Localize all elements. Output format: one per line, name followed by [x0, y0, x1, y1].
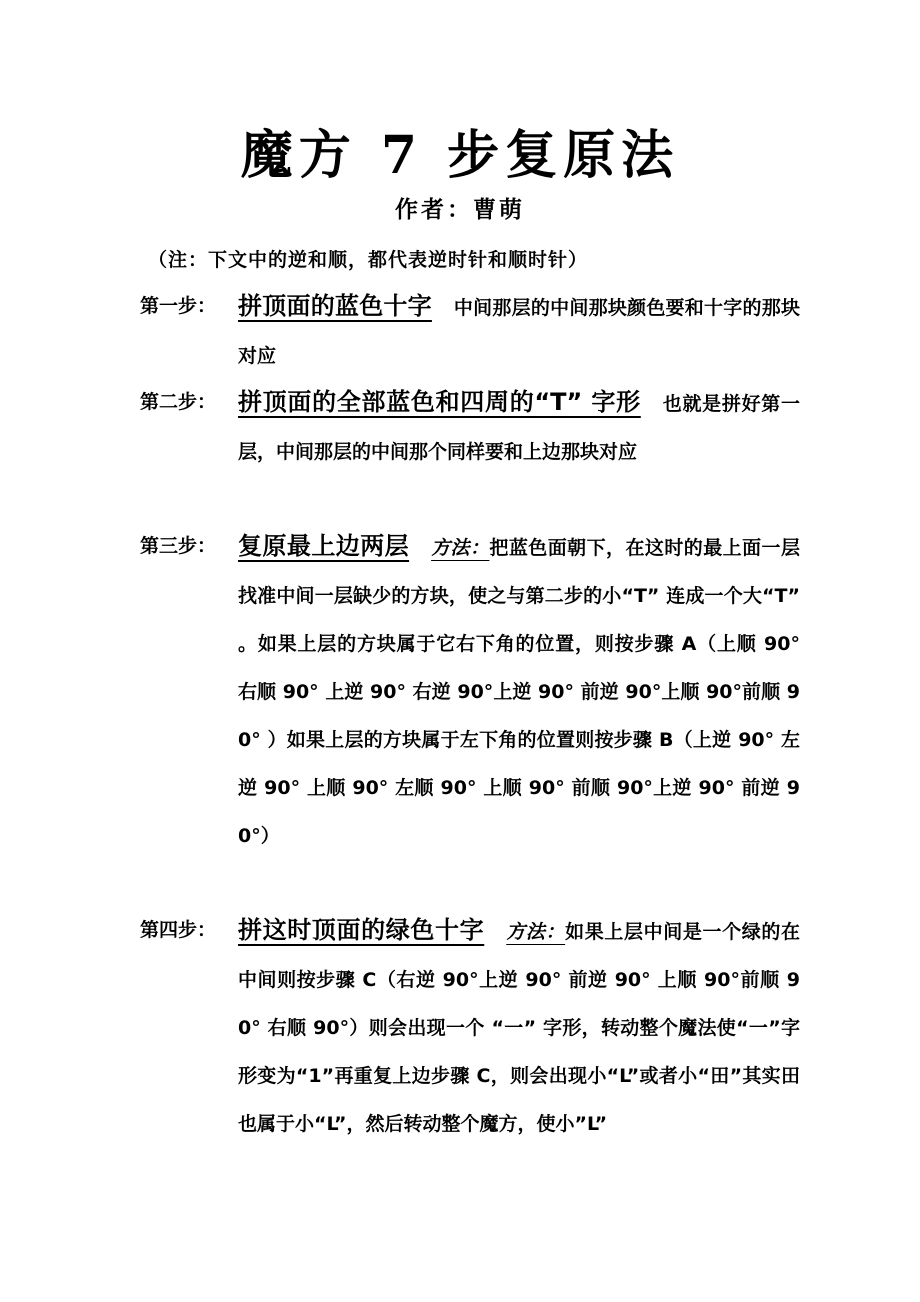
- step-content: [238, 906, 800, 1148]
- step-label: 第四步：: [140, 919, 217, 941]
- step-method-label: 方法：: [506, 921, 566, 943]
- step-text: 也就是拼好第一层，中间那层的中间那个同样要和上边那块对应: [238, 393, 800, 463]
- step-text: 如果上层中间是一个绿的在中间则按步骤 C（右逆 90°上逆 90° 前逆 90° 上顺 90°前顺 90° 右顺 90°）则会出现一个 “一” 字形，转动整个魔法使“一”字形变为“1”再重复上边步骤 C，则会出现小“L”或者小“田”其实田也属于小“L”，然后转动整个魔方，使小”L”: [238, 921, 800, 1135]
- step-2: [140, 378, 800, 476]
- step-label: 第三步：: [140, 535, 217, 557]
- document-title: 魔方 7 步复原法: [240, 125, 680, 186]
- step-heading: 拼顶面的全部蓝色和四周的“T” 字形: [238, 388, 641, 416]
- step-4: [140, 906, 800, 1148]
- step-label: 第二步：: [140, 391, 217, 413]
- step-content: [238, 282, 800, 380]
- step-heading: 拼这时顶面的绿色十字: [238, 916, 485, 944]
- step-label: 第一步：: [140, 295, 217, 317]
- note-line: （注：下文中的逆和顺，都代表逆时针和顺时针）: [148, 249, 589, 271]
- step-heading: 拼顶面的蓝色十字: [238, 292, 432, 320]
- step-heading: 复原最上边两层: [238, 532, 410, 560]
- step-method-label: 方法：: [431, 537, 490, 559]
- step-content: [238, 522, 800, 860]
- step-3: [140, 522, 800, 860]
- step-1: [140, 282, 800, 380]
- step-text: 把蓝色面朝下，在这时的最上面一层找准中间一层缺少的方块，使之与第二步的小“T” 连成一个大“T” 。如果上层的方块属于它右下角的位置，则按步骤 A（上顺 90° 右顺 90° 上逆 90° 右逆 90°上逆 90° 前逆 90°上顺 90°前顺 90° ）如果上层的方块属于左下角的位置则按步骤 B（上逆 90° 左逆 90° 上顺 90° 左顺 90° 上顺 90° 前顺 90°上逆 90° 前逆 90°）: [238, 537, 800, 847]
- step-text: 中间那层的中间那块颜色要和十字的那块对应: [238, 297, 800, 367]
- author-line: 作者：曹萌: [395, 197, 525, 223]
- step-content: [238, 378, 800, 476]
